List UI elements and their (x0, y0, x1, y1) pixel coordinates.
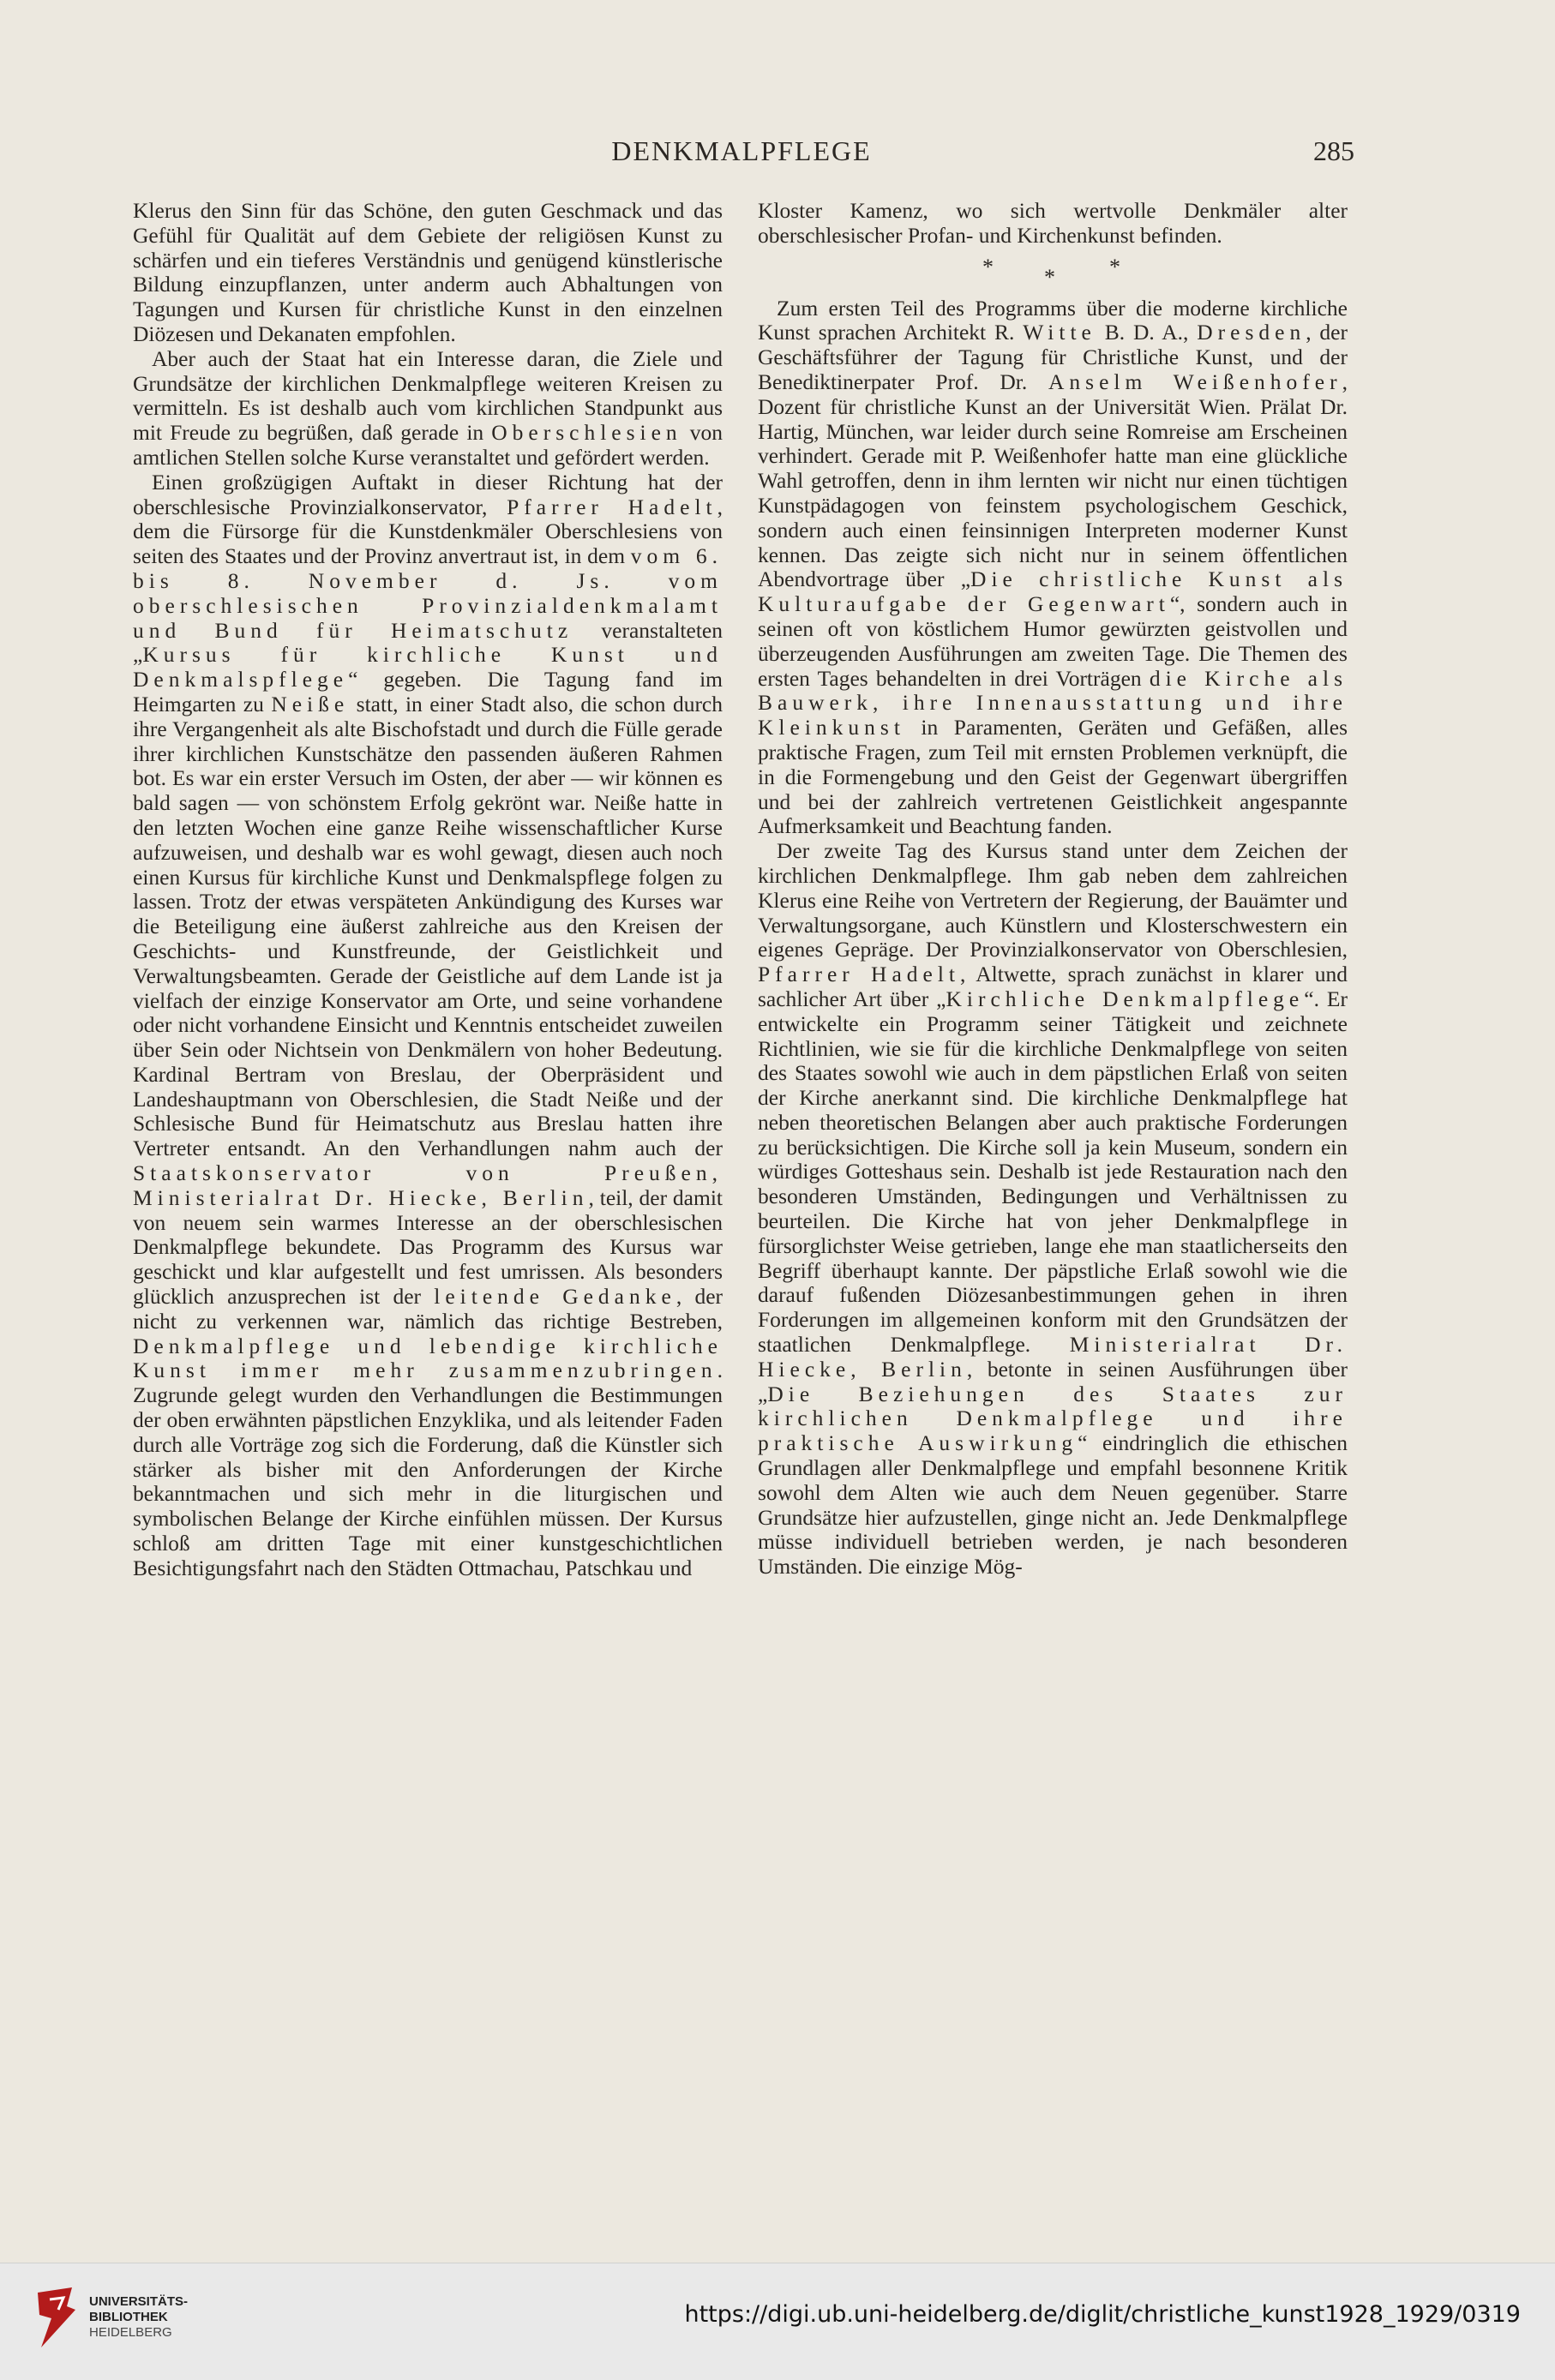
text-run: Der zweite Tag des Kursus stand unter dem Zeichen der kirchlichen Denkmalpflege. Ihm gab neben dem zahlreichen Klerus eine Reihe von Vertretern der Regierung, der Bauämter und Verwaltungsorgane, auch Künstlern und Klosterschwestern ein eigenes Gepräge. Der Provinzialkonservator von Oberschlesien, (758, 838, 1348, 962)
page-number: 285 (1313, 135, 1354, 166)
text-run: Einen großzügigen Auftakt in dieser Richtung hat der oberschlesische Provinzialkonservator, (133, 469, 723, 519)
spaced-emphasis: Oberschlesien (491, 420, 682, 446)
text-run: veranstalteten „ (133, 617, 723, 668)
text-run: statt, in einer Stadt also, die schon durch ihre Vergangenheit als alte Bischofstadt und durch die Fülle gerade ihrer kirchlichen Kunstschätze den passenden äußeren Rahmen bot. Es war ein erster Versuch im Osten, der aber — wir können es bald sagen — von schönstem Erfolg gekrönt war. Neiße hatte in den letzten Wochen eine ganze Reihe wissenschaftlicher Kurse aufzuweisen, und deshalb war es wohl gewagt, diesen auch noch einen Kursus für kirchliche Kunst und Denkmalspflege folgen zu lassen. Trotz der etwas verspäteten Ankündigung des Kurses war die Beteiligung eine äußerst zahlreiche aus den Kreisen der Geschichts- und Kunstfreunde, der Geistlichkeit und Verwaltungsbeamten. Gerade der Geistliche auf dem Lande ist ja vielfach der einzige Konservator am Orte, und seine vorhandene oder nicht vorhandene Einsicht und Kenntnis entscheidet zuweilen über Sein oder Nichtsein von Denkmälern von hoher Bedeutung. Kardinal Bertram von Breslau, der Oberpräsident und Landeshauptmann von Oberschlesien, die Stadt Neiße und der Schlesische Bund für Heimatschutz aus Breslau hatten ihre Vertreter entsandt. An den Verhandlungen nahm auch der (133, 691, 723, 1161)
spaced-emphasis: Ministerialrat Dr. Hiecke, Berlin (758, 1332, 1348, 1382)
spaced-emphasis: Dresden (1197, 320, 1306, 345)
right-column-main (758, 297, 1348, 1580)
text-run: , der nicht zu verkennen war, nämlich das richtige Bestreben, (133, 1284, 723, 1334)
text-run: , dem die Fürsorge für die Kunstdenkmäler Oberschlesiens von seiten des Staates und der Provinz anvertraut ist, in dem (133, 494, 723, 569)
spaced-emphasis: Staatskonservator von Preußen, Ministerialrat Dr. Hiecke, Berlin (133, 1160, 723, 1210)
paragraph (133, 471, 723, 1581)
viewer-footer (0, 2263, 1555, 2380)
paragraph (758, 199, 1348, 249)
text-run: “ gegeben. Die Tagung fand im Heimgarten zu (133, 667, 723, 716)
spaced-emphasis: Denkmalpflege und lebendige kirchliche Kunst immer mehr zusammenzubringen (133, 1333, 723, 1383)
separator-star: * (982, 254, 994, 279)
spaced-emphasis: Die christliche Kunst als Kulturaufgabe der Gegenwart (758, 567, 1348, 617)
right-column-top (758, 199, 1348, 249)
permalink-url[interactable]: https://digi.ub.uni-heidelberg.de/diglit/christliche_kunst1928_1929/0319 (684, 2301, 1521, 2328)
spaced-emphasis: Neiße (271, 691, 350, 716)
text-run: , Altwette, sprach zunächst in klarer und sachlicher Art über „ (758, 962, 1348, 1011)
separator-star: * (1109, 254, 1120, 279)
text-run: , betonte in seinen Ausführungen über „ (758, 1356, 1348, 1406)
spaced-emphasis: vom 6. bis 8. November d. Js. vom oberschlesischen Provinzialdenkmalamt und Bund für Heimatschutz (133, 543, 723, 643)
text-run: von amtlichen Stellen solche Kurse veranstaltet und gefördert werden. (133, 420, 723, 470)
right-column (758, 199, 1348, 1580)
text-run: Aber auch der Staat hat ein Interesse daran, die Ziele und Grundsätze der kirchlichen Denkmalpflege weiteren Kreisen zu vermitteln. Es ist deshalb auch vom kirchlichen Standpunkt aus mit Freude zu begrüßen, daß gerade in (133, 345, 723, 446)
paragraph (758, 297, 1348, 840)
running-title: DENKMALPFLEGE (611, 135, 872, 166)
text-run: in Paramenten, Geräten und Gefäßen, alles praktische Fragen, zum Teil mit ernsten Problemen verknüpft, die in die Formengebung und den Geist der Gegenwart übergriffen und bei der zahlreich vertretenen Geistlichkeit angespannte Aufmerksamkeit und Beachtung fanden. (758, 715, 1348, 839)
text-run: Kloster Kamenz, wo sich wertvolle Denkmäler alter oberschlesischer Profan- und Kirchenkunst befinden. (758, 198, 1348, 248)
paragraph (133, 347, 723, 471)
spaced-emphasis: Anselm Weißenhofer (1048, 369, 1342, 394)
spaced-emphasis: Kirchliche Denkmalpflege (946, 986, 1305, 1011)
library-name-line1: UNIVERSITÄTS- (89, 2294, 189, 2309)
text-run: “. Er entwickelte ein Programm seiner Tätigkeit und zeichnete Richtlinien, wie sie für die kirchliche Denkmalpflege von seiten des Staates sowohl wie auch in dem päpstlichen Erlaß von seiten der Kirche anerkannt sind. Die kirchliche Denkmalpflege hat neben theoretischen Belangen aber auch praktische Forderungen zu berücksichtigen. Die Kirche soll ja kein Museum, sondern ein würdiges Gotteshaus sein. Deshalb ist jede Restauration nach den besonderen Umständen, Bedingungen und Verhältnissen zu beurteilen. Die Kirche hat von jeher Denkmalpflege in fürsorglichster Weise getrieben, lange ehe man staatlicherseits den Begriff überhaupt kannte. Der päpstliche Erlaß sowohl wie die darauf fußenden Diözesanbestimmungen gehen in ihren Forderungen im allgemeinen konform mit den Grundsätzen der staatlichen Denkmalpflege. (758, 986, 1348, 1358)
library-logo-icon (33, 2284, 81, 2351)
library-name-line2: BIBLIOTHEK (89, 2310, 168, 2324)
spaced-emphasis: Witte (1023, 320, 1096, 345)
text-run: Klerus den Sinn für das Schöne, den guten Geschmack und das Gefühl für Qualität auf dem Gebiete der religiösen Kunst zu schärfen und ein tieferes Verständnis und genügend künstlerische Bildung einzupflanzen, unter anderm auch Abhaltungen von Tagungen und Kursen für christliche Kunst in den einzelnen Diözesen und Dekanaten empfohlen. (133, 198, 723, 346)
spaced-emphasis: Pfarrer Hadelt (507, 494, 717, 519)
text-run: Zum ersten Teil des Programms über die moderne kirchliche Kunst sprachen Architekt R. (758, 295, 1348, 345)
library-name (89, 2294, 188, 2341)
spaced-emphasis: Pfarrer Hadelt (758, 962, 961, 987)
paragraph (133, 199, 723, 347)
spaced-emphasis: Die Beziehungen des Staates zur kirchlichen Denkmalpflege und ihre praktische Auswirkung (758, 1381, 1348, 1456)
spaced-emphasis: die Kirche als Bauwerk, ihre Innenausstattung und ihre Kleinkunst (758, 665, 1348, 740)
separator-star: * (1044, 264, 1055, 290)
text-run: , teil, der damit von neuem sein warmes Interesse an der oberschlesischen Denkmalpflege bekundete. Das Programm des Kursus war geschickt und klar aufgestellt und fest umrissen. Als besonders glücklich anzusprechen ist der (133, 1184, 723, 1310)
text-run: , Dozent für christliche Kunst an der Universität Wien. Prälat Dr. Hartig, München, war leider durch seine Romreise am Erscheinen verhindert. Gerade mit P. Weißenhofer hatte man eine glückliche Wahl getroffen, denn in ihm lernten wir nicht nur einen tüchtigen Kunstpädagogen von feinstem psychologischem Geschick, sondern auch einen feinsinnigen Interpreten moderner Kunst kennen. Das zeigte sich nicht nur in seinem öffentlichen Abendvortrage über „ (758, 369, 1348, 592)
text-run: . Zugrunde gelegt wurden den Verhandlungen die Bestimmungen der oben erwähnten päpstlichen Enzyklika, und als leitender Faden durch alle Vorträge zog sich die Forderung, daß die Künstler sich stärker als bisher mit den Anforderungen der Kirche bekanntmachen und sich mehr in die liturgischen und symbolischen Belange der Kirche einfühlen müssen. Der Kursus schloß am dritten Tage mit einer kunstgeschichtlichen Besichtigungsfahrt nach den Städten Ottmachau, Patschkau und (133, 1358, 723, 1580)
text-run: , der Geschäftsführer der Tagung für Christliche Kunst, und der Benediktinerpater Prof. Dr. (758, 320, 1348, 394)
paragraph (758, 839, 1348, 1580)
spaced-emphasis: Kursus für kirchliche Kunst und Denkmalspflege (133, 642, 723, 692)
library-name-line3: HEIDELBERG (89, 2325, 172, 2340)
section-separator (758, 249, 1348, 297)
text-run: “ eindringlich die ethischen Grundlagen aller Denkmalpflege und empfahl besonnene Kritik sowohl dem Alten wie auch dem Neuen gegenüber. Starre Grundsätze hier aufzustellen, ginge nicht an. Jede Denkmalpflege müsse individuell betrieben werden, je nach besonderen Umständen. Die einzige Mög- (758, 1430, 1348, 1580)
page-header (129, 135, 1354, 178)
text-run: B. D. A., (1096, 320, 1198, 345)
text-run: “, sondern auch in seinen oft von köstlichem Humor gewürzten geistvollen und überzeugenden Ausführungen am zweiten Tage. Die Themen des ersten Tages behandelten in drei Vorträgen (758, 591, 1348, 691)
left-column (133, 199, 723, 1581)
spaced-emphasis: leitende Gedanke (434, 1284, 676, 1310)
